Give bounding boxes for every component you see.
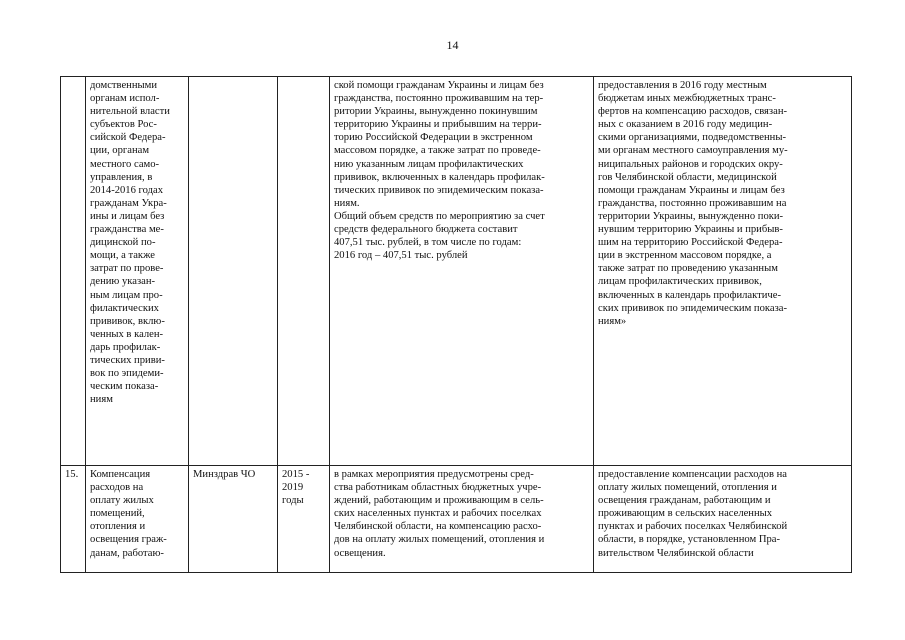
page-number: 14	[446, 38, 459, 52]
expected-result-cell: предоставления в 2016 году местным бюджетам иных межбюджетных транс- фертов на компенсацию расходов, связан- ных с оказанием в 2016 году медицин- скими организациями, подведомственны- ми органам местного самоуправления му- ниципальных районов и городских окру- гов Челябинской области, медицинской помощи гражданам Украины и лицам без гражданства, постоянно проживавшим на территории Украины, вынужденно поки- нувшим территорию Украины и прибыв- шим на территорию Российской Федера- ции в экстренном массовом порядке, а также затрат по проведению указанным лицам профилактических прививок, включенных в календарь профилактиче- ских прививок по эпидемическим показа- ниям»	[594, 77, 852, 466]
table-row	[61, 466, 852, 573]
expected-result-cell: предоставление компенсации расходов на оплату жилых помещений, отопления и освещения гражданам, работающим и проживающим в сельских населенных пунктах и рабочих поселках Челябинской области, в порядке, установленном Пра- вительством Челябинской области	[594, 466, 852, 573]
row-number-cell: 15.	[61, 466, 86, 573]
executor-cell	[189, 77, 278, 466]
measure-name-cell: домственными органам испол- нительной власти субъектов Рос- сийской Федера- ции, органам местного само- управления, в 2014-2016 годах гражданам Укра- ины и лицам без гражданства ме- дицинской по- мощи, а также затрат по прове- дению указан- ным лицам про- филактических прививок, вклю- ченных в кален- дарь профилак- тических приви- вок по эпидеми- ческим показа- ниям	[86, 77, 189, 466]
measure-content-cell: ской помощи гражданам Украины и лицам без гражданства, постоянно проживавшим на тер- ритории Украины, вынужденно покинувшим территорию Украины и прибывшим на терри- торию Российской Федерации в экстренном массовом порядке, а также затрат по проведе- нию указанным лицам профилактических прививок, включенных в календарь профилак- тических прививок по эпидемическим показа- ниям. Общий объем средств по мероприятию за счет средств федерального бюджета составит 407,51 тыс. рублей, в том числе по годам: 2016 год – 407,51 тыс. рублей	[330, 77, 594, 466]
period-cell	[278, 77, 330, 466]
measures-table	[60, 76, 852, 573]
executor-cell: Минздрав ЧО	[189, 466, 278, 573]
table-row	[61, 77, 852, 466]
row-number-cell	[61, 77, 86, 466]
period-cell: 2015 - 2019 годы	[278, 466, 330, 573]
measure-name-cell: Компенсация расходов на оплату жилых помещений, отопления и освещения граж- данам, работаю-	[86, 466, 189, 573]
measure-content-cell: в рамках мероприятия предусмотрены сред- ства работникам областных бюджетных учре- ждений, работающим и проживающим в сель- ских населенных пунктах и рабочих поселках Челябинской области, на компенсацию расхо- дов на оплату жилых помещений, отопления и освещения.	[330, 466, 594, 573]
